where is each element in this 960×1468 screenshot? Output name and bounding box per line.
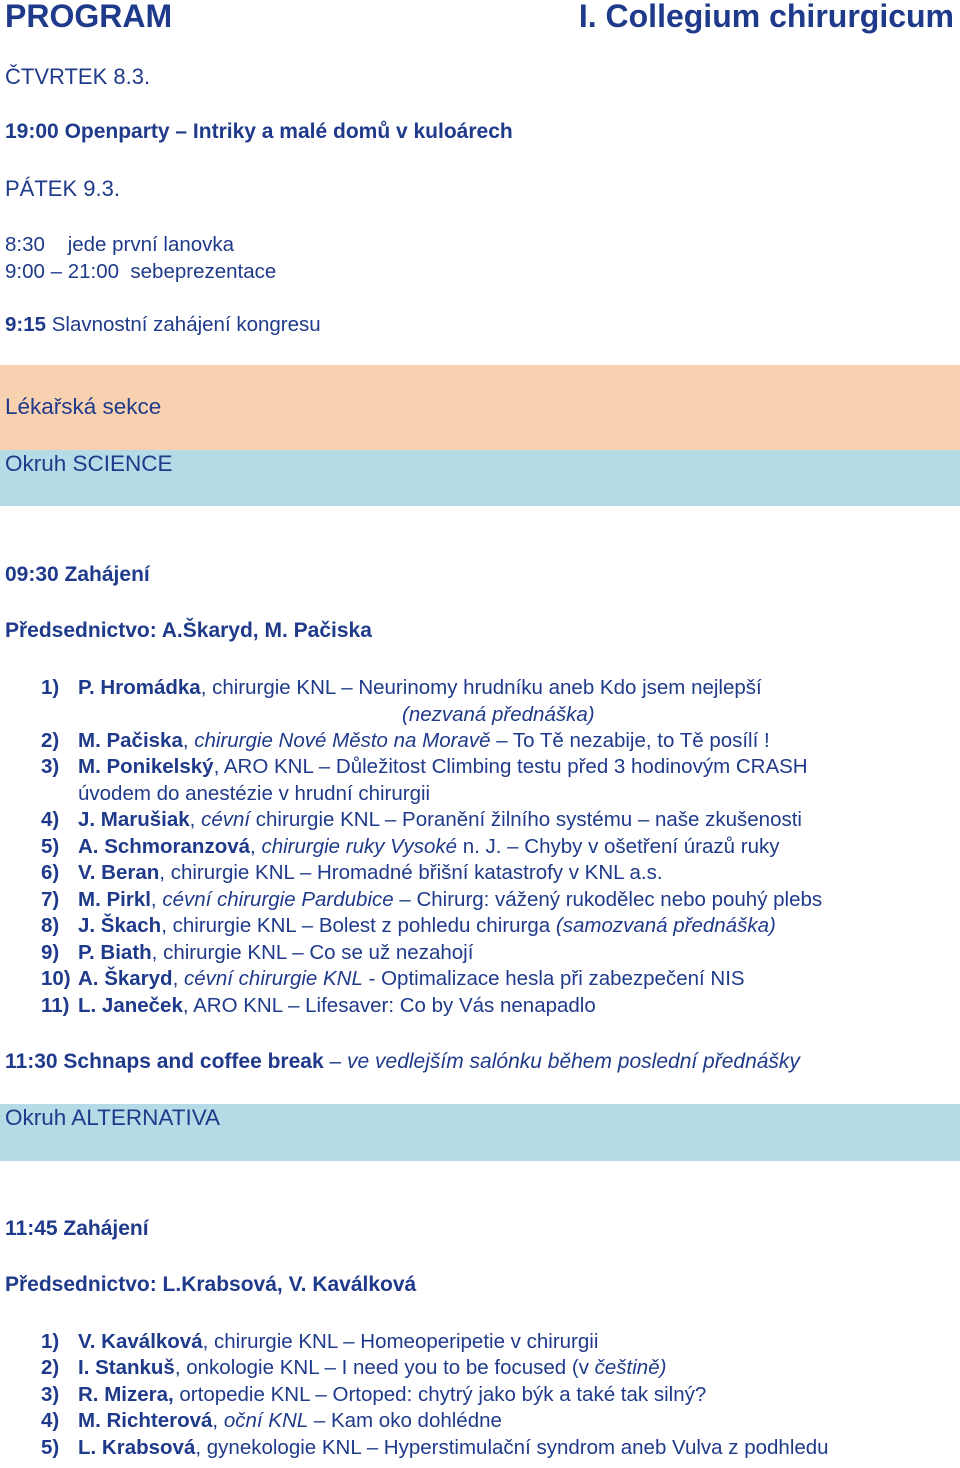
okruh-science-label: Okruh SCIENCE xyxy=(5,451,173,476)
lecture-title: Poranění žilního systému – naše zkušenosti xyxy=(402,808,802,831)
item-number: 2) xyxy=(41,729,60,752)
openparty-line xyxy=(5,120,513,144)
schedule-line-sebeprezentace xyxy=(5,260,276,284)
okruh-alternativa-label: Okruh ALTERNATIVA xyxy=(5,1105,221,1130)
schedule-text: jede první lanovka xyxy=(67,233,235,256)
lecture-item: M. Pačiska, chirurgie Nové Město na Moravě – To Tě nezabije, to Tě posílí ! xyxy=(78,729,770,752)
lecture-title: Hromadné břišní katastrofy v KNL a.s. xyxy=(316,861,663,884)
affiliation: onkologie KNL xyxy=(186,1356,319,1379)
speaker: M. Richterová xyxy=(78,1409,213,1432)
lecture-item: P. Biath, chirurgie KNL – Co se už nezahojí xyxy=(78,941,474,964)
lecture-item: A. Škaryd, cévní chirurgie KNL - Optimalizace hesla při zabezpečení NIS xyxy=(78,967,745,990)
item-number: 10) xyxy=(41,967,71,990)
affiliation: chirurgie KNL xyxy=(255,808,380,831)
lecture-title: Chirurg: vážený rukodělec nebo pouhý plebs xyxy=(416,888,823,911)
chair-2: Předsednictvo: L.Krabsová, V. Kaválková xyxy=(5,1273,417,1296)
speaker: J. Marušiak xyxy=(78,808,190,831)
speaker: M. Pirkl xyxy=(78,888,151,911)
lecture-item: J. Škach, chirurgie KNL – Bolest z pohledu chirurga (samozvaná přednáška) xyxy=(78,914,776,937)
schedule-time: 9:15 xyxy=(5,313,47,336)
item-number: 9) xyxy=(41,941,60,964)
lecture-title: To Tě nezabije, to Tě posílí ! xyxy=(512,729,770,752)
program-heading: PROGRAM xyxy=(5,0,173,34)
separator: – xyxy=(335,676,359,699)
schedule-time: 9:00 – 21:00 xyxy=(5,260,119,283)
separator: – xyxy=(286,941,310,964)
item-number: 3) xyxy=(41,755,60,778)
item-number: 4) xyxy=(41,808,60,831)
affiliation: oční KNL xyxy=(223,1409,309,1432)
item-number: 2) xyxy=(41,1356,60,1379)
speaker: A. Schmoranzová xyxy=(78,835,251,858)
speaker: L. Janeček xyxy=(78,994,183,1017)
schedule-line-opening xyxy=(5,313,321,337)
speaker: V. Kaválková xyxy=(78,1330,203,1353)
affiliation: chirurgie KNL xyxy=(170,861,295,884)
friday-heading: PÁTEK 9.3. xyxy=(5,176,120,201)
item-number: 11) xyxy=(41,994,70,1017)
lecture-title: Ortoped: chytrý jako býk a také tak silný? xyxy=(332,1383,707,1406)
affiliation: ARO KNL xyxy=(223,755,314,778)
lecture-item: M. Pirkl, cévní chirurgie Pardubice – Chirurg: vážený rukodělec nebo pouhý plebs xyxy=(78,888,823,911)
speaker: M. Ponikelský xyxy=(78,755,214,778)
separator: – xyxy=(282,994,306,1017)
speaker: M. Pačiska xyxy=(78,729,183,752)
lecture-title: Optimalizace hesla při zabezpečení NIS xyxy=(381,967,745,990)
affiliation: cévní chirurgie Pardubice xyxy=(162,888,394,911)
lecture-item: V. Kaválková, chirurgie KNL – Homeoperipetie v chirurgii xyxy=(78,1330,599,1353)
item-number: 8) xyxy=(41,914,60,937)
schedule-text: Slavnostní zahájení kongresu xyxy=(51,313,321,336)
lecture-title: Kam oko dohlédne xyxy=(330,1409,502,1432)
speaker: J. Škach xyxy=(78,914,162,937)
affiliation: cévní chirurgie KNL xyxy=(183,967,363,990)
schedule-line-lanovka xyxy=(5,233,234,257)
lecture-title: Důležitost Climbing testu před 3 hodinovým CRASH xyxy=(335,755,808,778)
lecture-title-cont: úvodem do anestézie v hrudní chirurgii xyxy=(78,782,431,805)
event-title: I. Collegium chirurgicum xyxy=(578,0,954,34)
item-number: 3) xyxy=(41,1383,60,1406)
break-desc: ve vedlejším salónku během poslední přednášky xyxy=(347,1050,800,1073)
lecture-title: Bolest z pohledu chirurga xyxy=(318,914,551,937)
item-number: 4) xyxy=(41,1409,60,1432)
lecture-title: Neurinomy hrudníku aneb Kdo jsem nejlepší xyxy=(358,676,762,699)
schedule-time: 8:30 xyxy=(5,233,45,256)
thursday-heading: ČTVRTEK 8.3. xyxy=(5,64,151,89)
affiliation: chirurgie ruky Vysoké xyxy=(261,835,458,858)
item-number: 5) xyxy=(41,1436,60,1459)
chair-1: Předsednictvo: A.Škaryd, M. Pačiska xyxy=(5,619,372,642)
openparty-desc: Openparty – Intriky a malé domů v kuloárech xyxy=(64,120,513,143)
opening-1: 09:30 Zahájení xyxy=(5,563,150,586)
item-number: 5) xyxy=(41,835,60,858)
openparty-time: 19:00 xyxy=(5,120,59,143)
separator: – xyxy=(294,861,317,884)
break-time: 11:30 Schnaps and coffee break xyxy=(5,1050,324,1073)
affiliation: ortopedie KNL xyxy=(179,1383,310,1406)
lecture-item: L. Krabsová, gynekologie KNL – Hyperstimulační syndrom aneb Vulva z podhledu xyxy=(78,1436,829,1459)
affiliation: gynekologie KNL xyxy=(206,1436,361,1459)
lecture-note: (samozvaná přednáška) xyxy=(555,914,776,937)
separator: – xyxy=(379,808,403,831)
affiliation: chirurgie KNL xyxy=(212,676,336,699)
separator: – xyxy=(296,914,319,937)
item-number: 7) xyxy=(41,888,60,911)
lecture-item: V. Beran, chirurgie KNL – Hromadné břišní katastrofy v KNL a.s. xyxy=(78,861,663,884)
lecture-title: Hyperstimulační syndrom aneb Vulva z podhledu xyxy=(383,1436,829,1459)
lecture-item: M. Richterová, oční KNL – Kam oko dohlédne xyxy=(78,1409,502,1432)
lecture-item: P. Hromádka, chirurgie KNL – Neurinomy hrudníku aneb Kdo jsem nejlepší xyxy=(78,676,762,699)
lecture-item: M. Ponikelský, ARO KNL – Důležitost Climbing testu před 3 hodinovým CRASH xyxy=(78,755,808,778)
affiliation: chirurgie KNL xyxy=(214,1330,338,1353)
lecture-item: I. Stankuš, onkologie KNL – I need you to be focused (v češtině) xyxy=(78,1356,667,1379)
lecture-title: Co se už nezahojí xyxy=(309,941,474,964)
separator: – xyxy=(490,729,513,752)
lecture-item: J. Marušiak, cévní chirurgie KNL – Poranění žilního systému – naše zkušenosti xyxy=(78,808,802,831)
item-number: 1) xyxy=(41,1330,60,1353)
lecture-title: I need you to be focused (v xyxy=(341,1356,589,1379)
lecture-item: A. Schmoranzová, chirurgie ruky Vysoké n. J. – Chyby v ošetření úrazů ruky xyxy=(78,835,780,858)
lecture-title: Homeoperipetie v chirurgii xyxy=(360,1330,599,1353)
section-label: Lékařská sekce xyxy=(5,394,162,419)
affiliation: chirurgie Nové Město na Moravě xyxy=(194,729,491,752)
affiliation: ARO KNL xyxy=(193,994,283,1017)
separator: – xyxy=(323,1050,347,1073)
separator: - xyxy=(362,967,382,990)
lecture-note: (nezvaná přednáška) xyxy=(402,703,595,726)
speaker: I. Stankuš xyxy=(78,1356,175,1379)
item-number: 1) xyxy=(41,676,60,699)
opening-2: 11:45 Zahájení xyxy=(5,1217,149,1240)
lecture-note: češtině) xyxy=(594,1356,667,1379)
speaker: V. Beran xyxy=(78,861,160,884)
separator: – xyxy=(313,755,336,778)
affiliation: chirurgie KNL xyxy=(163,941,287,964)
speaker: P. Hromádka xyxy=(78,676,201,699)
lecture-title: n. J. – Chyby v ošetření úrazů ruky xyxy=(462,835,780,858)
affiliation: chirurgie KNL xyxy=(172,914,297,937)
separator: – xyxy=(393,888,417,911)
coffee-break xyxy=(5,1050,800,1074)
item-number: 6) xyxy=(41,861,60,884)
speaker: P. Biath xyxy=(78,941,152,964)
speaker: A. Škaryd xyxy=(78,967,173,990)
affiliation-italic: cévní xyxy=(201,808,251,831)
lecture-title: Lifesaver: Co by Vás nenapadlo xyxy=(305,994,596,1017)
speaker: L. Krabsová xyxy=(78,1436,196,1459)
lecture-item: L. Janeček, ARO KNL – Lifesaver: Co by Vás nenapadlo xyxy=(78,994,596,1017)
speaker: R. Mizera, xyxy=(78,1383,174,1406)
schedule-text: sebeprezentace xyxy=(130,260,277,283)
lecture-item: R. Mizera, ortopedie KNL – Ortoped: chytrý jako býk a také tak silný? xyxy=(78,1383,707,1406)
